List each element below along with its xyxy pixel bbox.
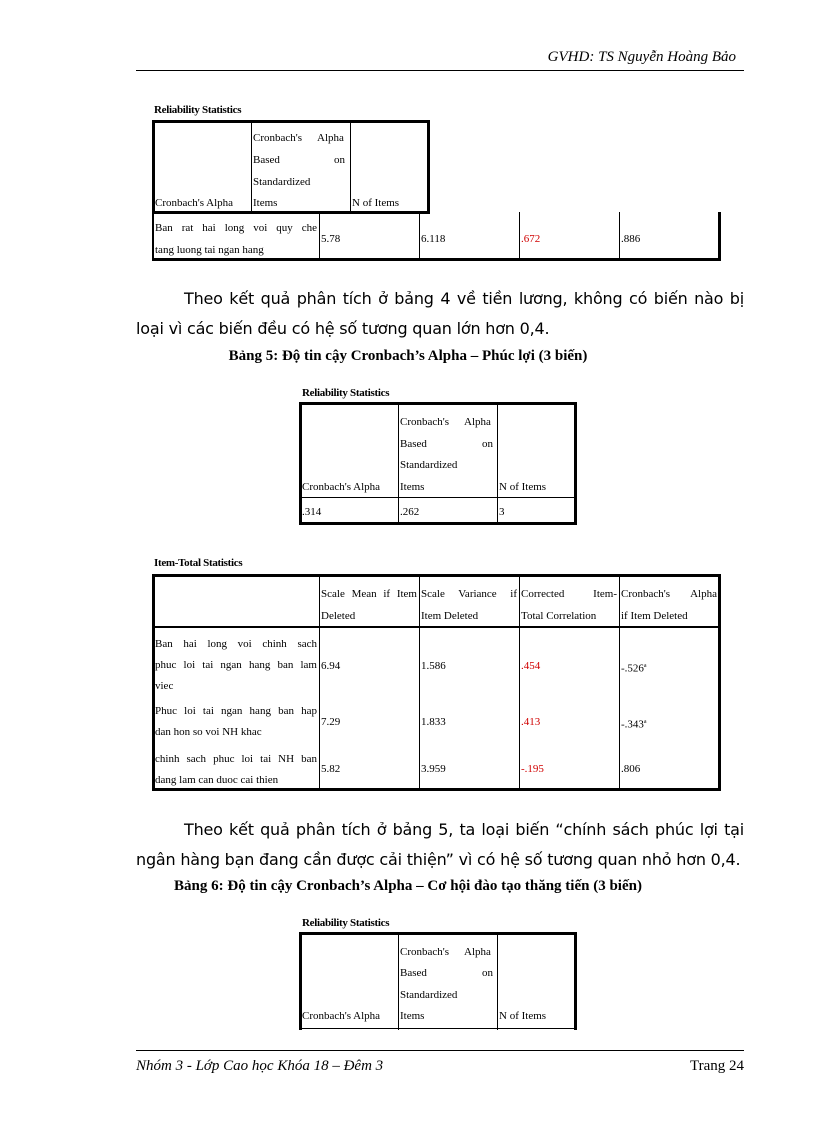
table3-r3-c4: .806 [621,763,641,775]
table3-r2-c1: 7.29 [321,716,341,728]
table2-col-std-l4: Items [400,481,425,493]
table2-title: Reliability Statistics [302,387,390,399]
table2-col-std-l2: Based [400,438,427,450]
footer-rule [136,1050,744,1051]
table2-v1: .314 [302,506,322,518]
paragraph-welfare: Theo kết quả phân tích ở bảng 5, ta loại biến “chính sách phúc lợi tại ngân hàng bạn đang cần được cải thiện” vì có hệ số tương quan nhỏ hơn 0,4. [136,820,744,869]
table2-col-nitems: N of Items [499,481,547,493]
table3-r2-c3: .413 [521,716,541,728]
table3-h4-l1: Cronbach's Alpha [621,588,717,600]
page-number: Trang 24 [689,1058,744,1074]
table2-col-std-l3: Standardized [400,459,458,471]
table3-r1-c2: 1.586 [421,660,446,672]
footer-group: Nhóm 3 - Lớp Cao học Khóa 18 – Đêm 3 [136,1058,384,1074]
caption-table6: Bảng 6: Độ tin cậy Cronbach’s Alpha – Cơ hội đào tạo thăng tiến (3 biến) [174,878,642,894]
table4-col-std-l2: Based [400,967,427,979]
table2-v2: .262 [400,506,420,518]
table4-col-std-l4: Items [400,1010,425,1022]
table3-r2-c4: -.343$^a$ [621,718,647,731]
table3-r1-c3: .454 [521,660,541,672]
table4-col-std-l1: Cronbach's [400,946,450,958]
table1-v2: 6.118 [421,233,446,245]
table3-r2-label-1: Phuc loi tai ngan hang ban hap [155,705,317,717]
table1-row-label-1: Ban rat hai long voi quy che [155,222,317,234]
table3-h1-l2: Deleted [321,610,356,622]
table3-r3-c3: -.195 [521,763,544,775]
table3-title: Item-Total Statistics [154,557,243,569]
table1-col-std-l3: Standardized [253,176,311,188]
table3-h1-l1: Scale Mean if Item [321,588,417,600]
table3-r1-c1: 6.94 [321,660,341,672]
table1-v3: .672 [521,233,541,245]
table4-col-nitems: N of Items [499,1010,547,1022]
table1-col-nitems: N of Items [352,197,400,209]
table2-v3: 3 [499,506,505,518]
table3-r3-label-1: chinh sach phuc loi tai NH ban [155,753,317,765]
table3-r1-label-2: phuc loi tai ngan hang ban lam [155,659,317,671]
table1-col-std-l2b: on [334,154,345,166]
table3-r3-label-2: dang lam can duoc cai thien [155,774,279,786]
table1-col-alpha: Cronbach's Alpha [155,197,234,209]
table4-col-alpha: Cronbach's Alpha [302,1010,381,1022]
table2-col-alpha: Cronbach's Alpha [302,481,381,493]
table1-v1: 5.78 [321,233,341,245]
table3-h3-l2: Total Correlation [521,610,597,622]
advisor-header: GVHD: TS Nguyễn Hoàng Bảo [547,49,736,65]
table4-col-std-l3: Standardized [400,989,458,1001]
table2-col-std-l1: Cronbach's [400,416,450,428]
table2-col-std-l2b: on [482,438,493,450]
table3-r3-c2: 3.959 [421,763,446,775]
table4-title: Reliability Statistics [302,917,390,929]
table1-col-std-l2: Based [253,154,280,166]
table1-title: Reliability Statistics [154,104,242,116]
caption-table5: Bảng 5: Độ tin cậy Cronbach’s Alpha – Phúc lợi (3 biến) [228,348,588,364]
table3-r1-c4: -.526$^a$ [621,662,647,675]
table1-v4: .886 [621,233,641,245]
table4-col-std-l2b: on [482,967,493,979]
table1-col-std-l1: Cronbach's [253,132,303,144]
table3-h4-l2: if Item Deleted [621,610,688,622]
table1-row-label-2: tang luong tai ngan hang [155,244,264,256]
table3-h3-l1: Corrected Item- [521,588,617,600]
table3-r3-c1: 5.82 [321,763,341,775]
table2-col-std-l1b: Alpha [464,416,491,428]
table3-h2-l2: Item Deleted [421,610,479,622]
table3-r1-label-3: viec [155,680,174,692]
table3-h2-l1: Scale Variance if [421,588,517,600]
table3-r2-c2: 1.833 [421,716,446,728]
table1-col-std-l4: Items [253,197,278,209]
paragraph-salary: Theo kết quả phân tích ở bảng 4 về tiền lương, không có biến nào bị loại vì các biến đều có hệ số tương quan lớn hơn 0,4. [136,289,744,338]
header-rule [136,70,744,71]
table1-col-std-l1b: Alpha [317,132,344,144]
table4-col-std-l1b: Alpha [464,946,491,958]
table3-r2-label-2: dan hon so voi NH khac [155,726,262,738]
table3-r1-label-1: Ban hai long voi chinh sach [155,638,317,650]
